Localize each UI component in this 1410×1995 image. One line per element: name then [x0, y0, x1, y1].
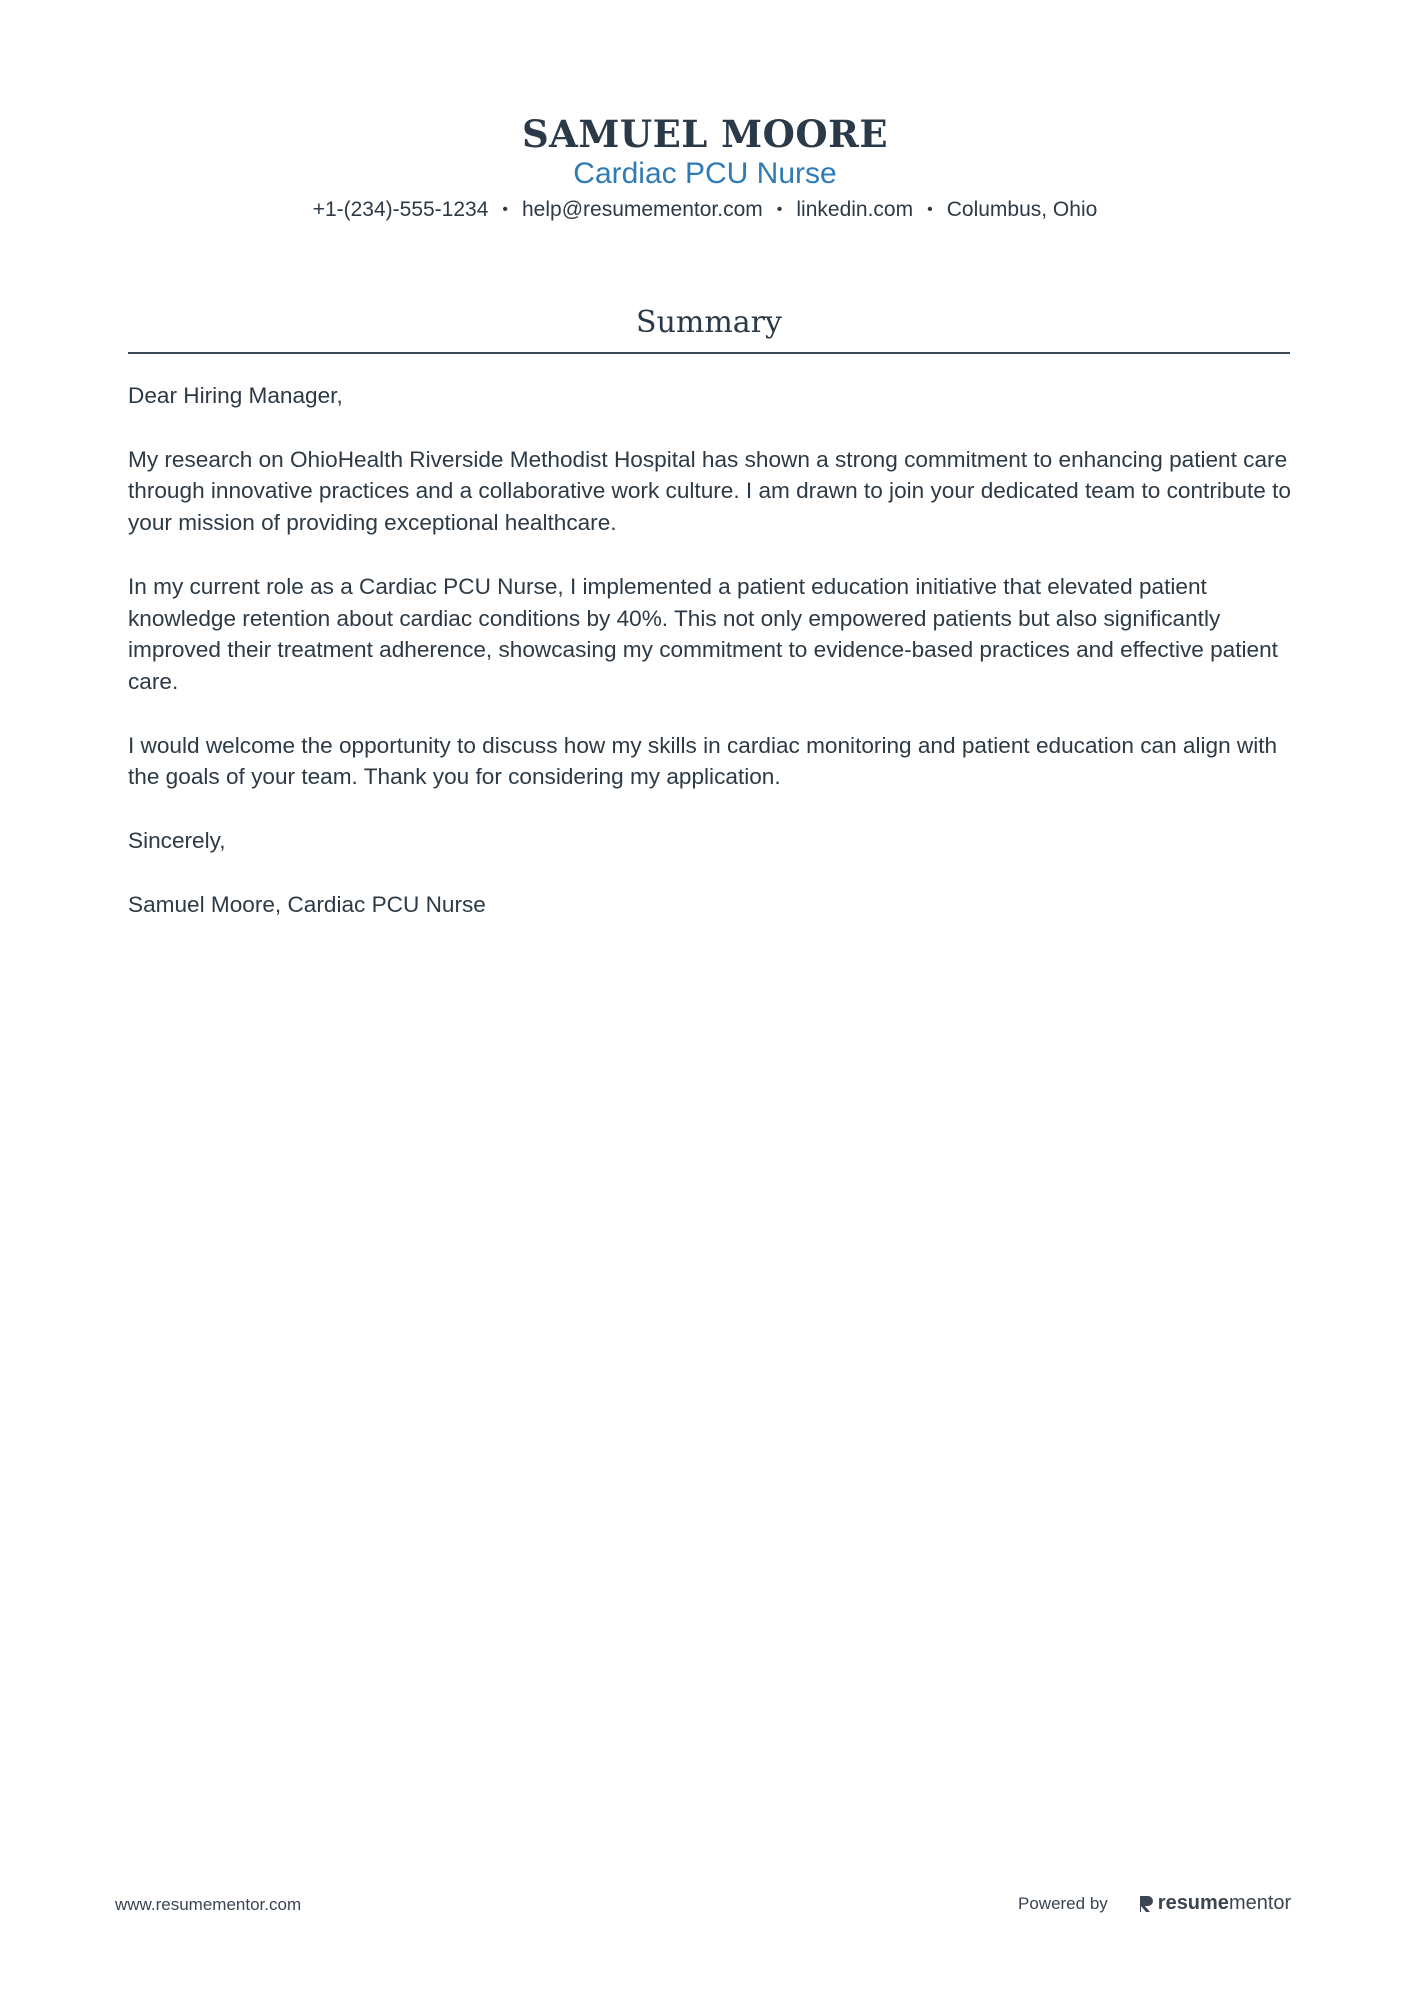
contact-phone: +1-(234)-555-1234 [312, 198, 489, 221]
contact-linkedin: linkedin.com [796, 198, 914, 221]
letter-body [128, 380, 1293, 952]
section-heading: Summary [636, 305, 782, 340]
contact-location: Columbus, Ohio [946, 198, 1098, 221]
section-divider [128, 352, 1290, 354]
letter-paragraph-2: In my current role as a Cardiac PCU Nurse, I implemented a patient education initiative that elevated patient knowledge retention about cardiac conditions by 40%. This not only empowered patients but also significantly improved their treatment adherence, showcasing my commitment to evidence-based practices and effective patient care. [128, 573, 1278, 694]
resumementor-logo-icon [1138, 1894, 1154, 1914]
candidate-name: SAMUEL MOORE [521, 112, 889, 156]
signature: Samuel Moore, Cardiac PCU Nurse [128, 891, 486, 917]
resumementor-logo [1138, 1892, 1291, 1915]
header [0, 112, 1410, 224]
powered-by-label: Powered by [1018, 1893, 1108, 1913]
brand-name-part2: mentor [1228, 1892, 1292, 1914]
footer-powered-by [1018, 1892, 1291, 1915]
candidate-title: Cardiac PCU Nurse [573, 157, 837, 190]
footer-website: www.resumementor.com [115, 1895, 302, 1914]
letter-paragraph-3: I would welcome the opportunity to discuss how my skills in cardiac monitoring and patient education can align with the goals of your team. Thank you for considering my application. [128, 732, 1278, 790]
closing: Sincerely, [128, 828, 226, 854]
contact-separator: • [776, 201, 783, 218]
contact-email: help@resumementor.com [522, 198, 763, 221]
brand-name-part1: resume [1157, 1892, 1229, 1914]
letter-paragraph-1: My research on OhioHealth Riverside Methodist Hospital has shown a strong commitment to enhancing patient care through innovative practices and a collaborative work culture. I am drawn to join your dedicated team to contribute to your mission of providing exceptional healthcare. [128, 446, 1291, 536]
contact-separator: • [502, 201, 508, 218]
contact-line [0, 196, 1410, 224]
salutation: Dear Hiring Manager, [128, 383, 343, 408]
contact-separator: • [927, 201, 933, 218]
